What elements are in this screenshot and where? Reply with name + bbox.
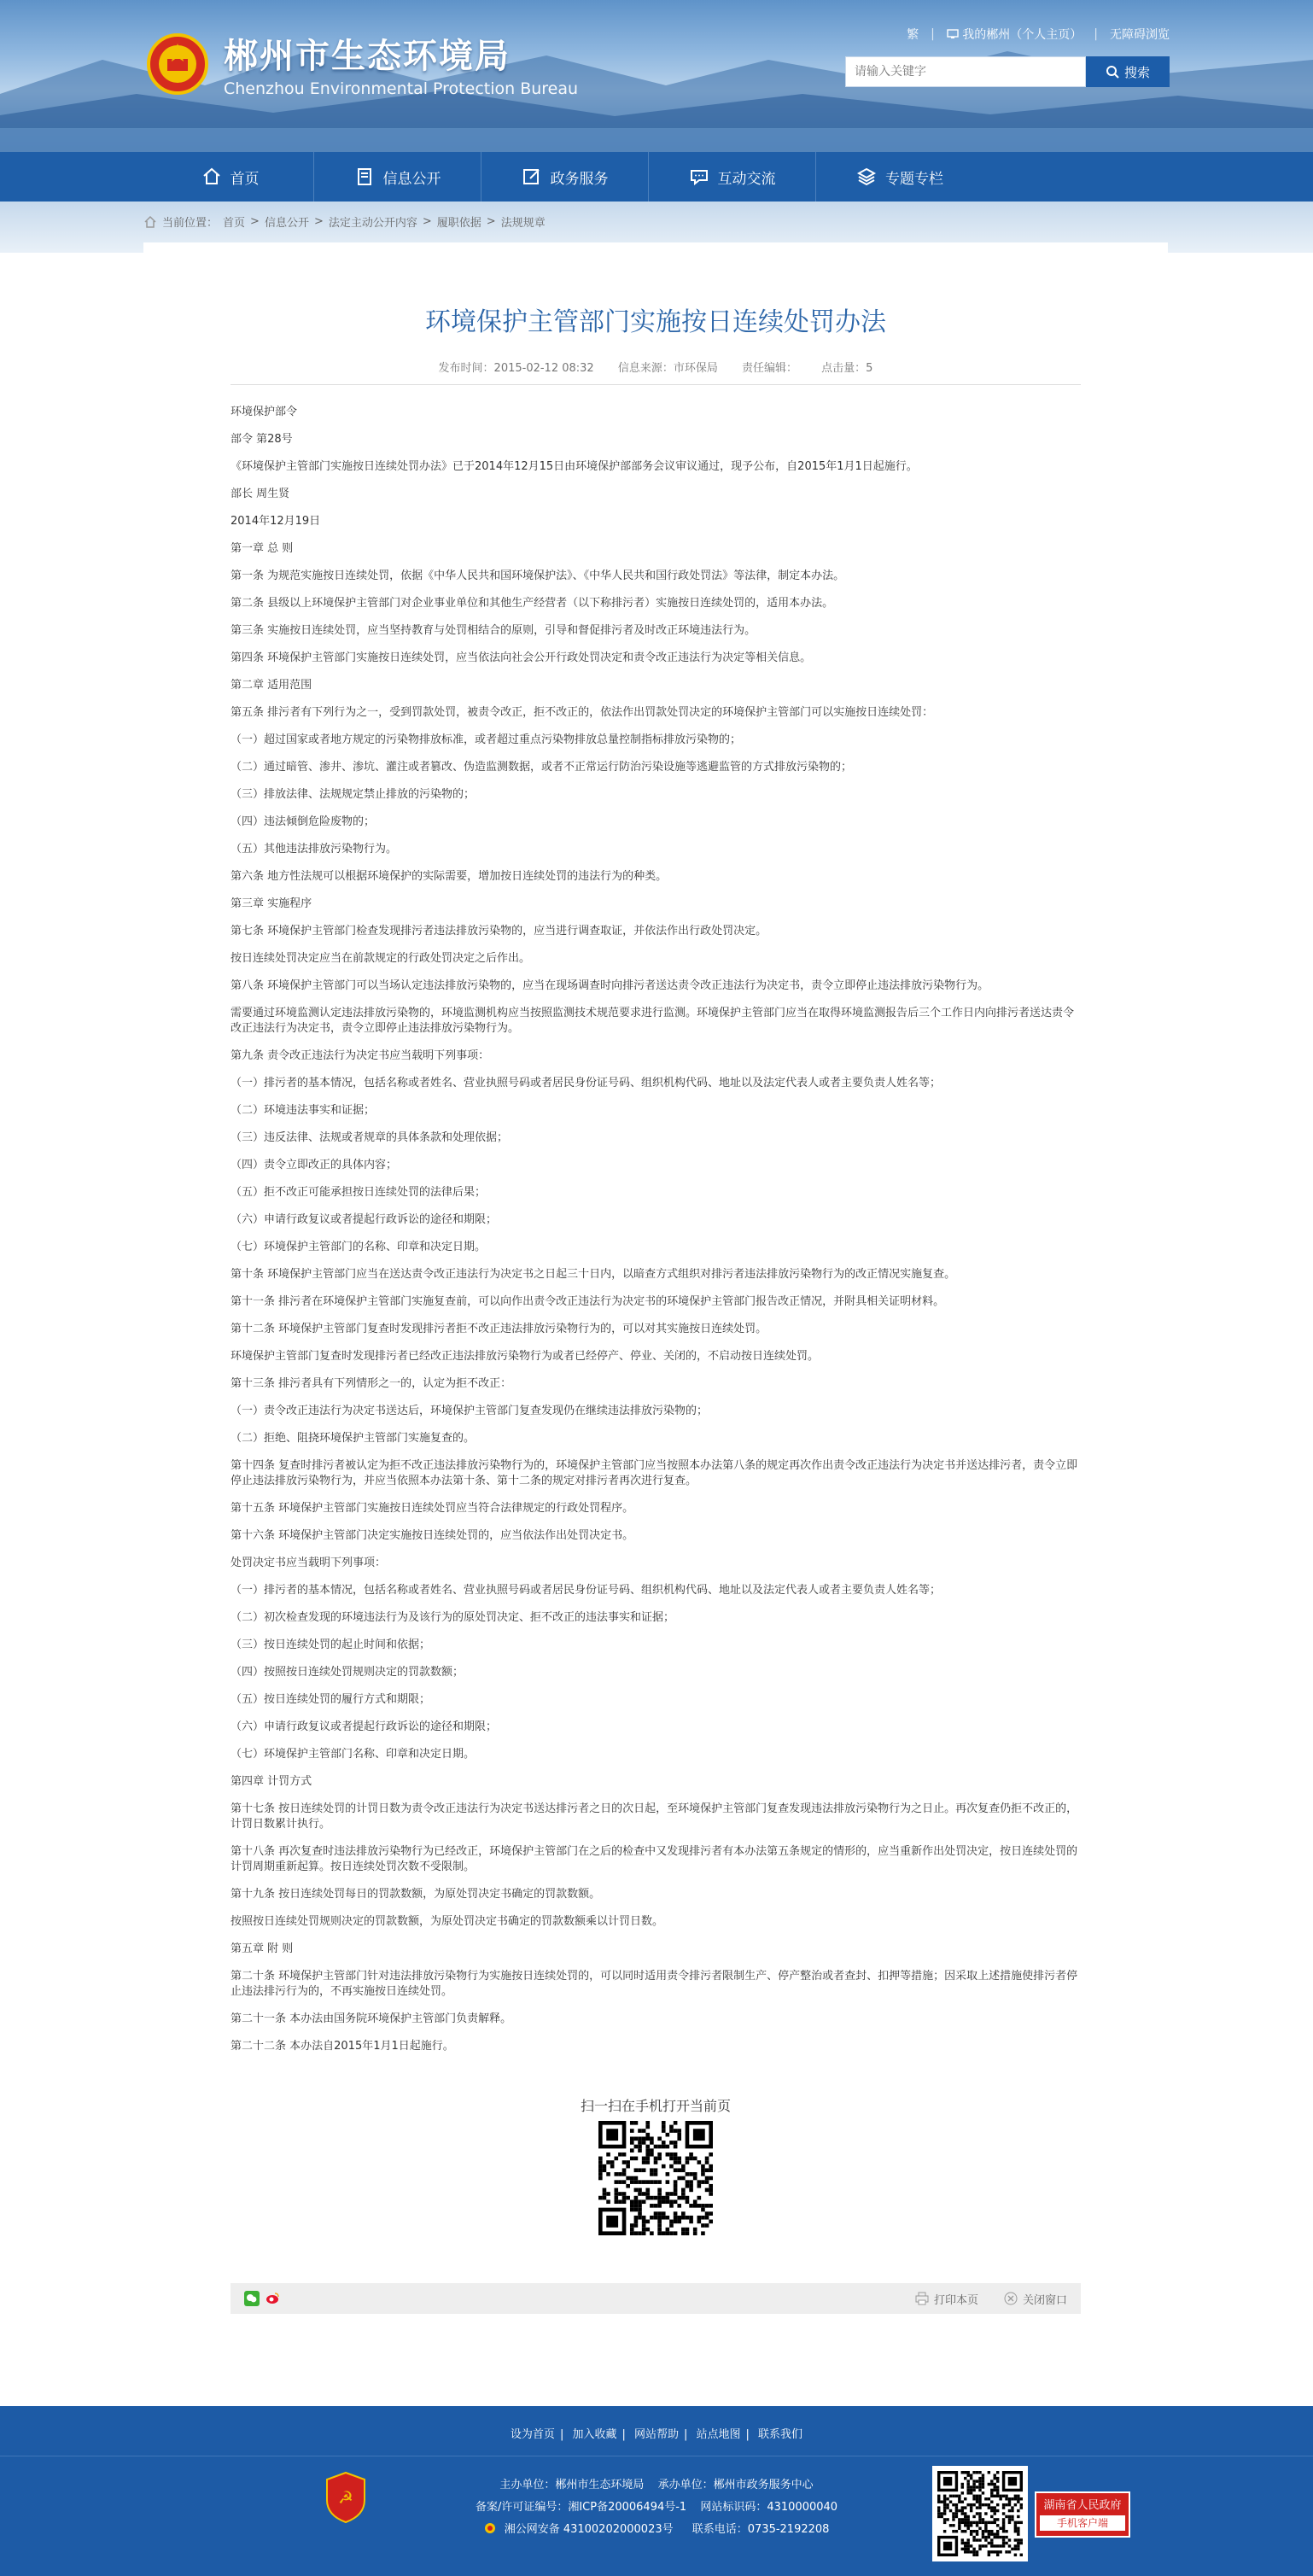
search-input[interactable]: [845, 56, 1086, 87]
site-header: [0, 0, 1313, 152]
breadcrumb-item-statutory[interactable]: 法定主动公开内容: [328, 217, 417, 230]
article-paragraph: 处罚决定书应当载明下列事项：: [231, 1557, 387, 1569]
site-title-cn: 郴州市生态环境局: [224, 36, 511, 76]
footer-police-label: 湘公网安备 43100202000023号: [504, 2523, 674, 2536]
breadcrumb: [143, 213, 546, 230]
article-paragraph: （四）违法倾倒危险废物的；: [231, 815, 376, 828]
gov-app-title: 湖南省人民政府: [1043, 2499, 1122, 2512]
article-paragraph: （四）按照按日连续处罚规则决定的罚款数额；: [231, 1666, 464, 1679]
article-paragraph: 第八条 环境保护主管部门可以当场认定违法排放污染物的，应当在现场调查时向排污者送达责令改正违法行为决定书，责令立即停止违法排放污染物行为。: [231, 979, 989, 992]
nav-item-label: 专题专栏: [885, 170, 943, 188]
nav-item-label: 信息公开: [382, 170, 441, 188]
nav-item-home[interactable]: [147, 152, 314, 202]
qr-label: 扫一扫在手机打开当前页: [580, 2098, 731, 2114]
article-paragraph: 第十条 环境保护主管部门应当在送达责令改正违法行为决定书之日起三十日内，以暗查方式组织对排污者违法排放污染物行为的改正情况实施复查。: [231, 1268, 956, 1281]
article-paragraph: （一）排污者的基本情况，包括名称或者姓名、营业执照号码或者居民身份证号码、组织机构代码、地址以及法定代表人或者主要负责人姓名等；: [231, 1077, 942, 1089]
qr-code: [598, 2121, 713, 2235]
breadcrumb-item-basis[interactable]: 履职依据: [436, 217, 481, 230]
footer-link-help[interactable]: 网站帮助: [633, 2428, 679, 2441]
article-container: [143, 242, 1168, 2360]
article-paragraph: （五）按日连续处罚的履行方式和期限；: [231, 1693, 431, 1706]
breadcrumb-item-home[interactable]: 首页: [223, 217, 246, 230]
article-paragraph: （二）初次检查发现的环境违法行为及该行为的原处罚决定、拒不改正的违法事实和证据；: [231, 1611, 675, 1624]
article-paragraph: 2014年12月19日: [231, 515, 321, 528]
article-paragraph: 第三条 实施按日连续处罚，应当坚持教育与处罚相结合的原则，引导和督促排污者及时改正环境违法行为。: [231, 624, 756, 637]
article-paragraph: （七）环境保护主管部门的名称、印章和决定日期。: [231, 1241, 487, 1253]
article-paragraph: 第九条 责令改正违法行为决定书应当载明下列事项：: [231, 1049, 490, 1062]
article-meta: [143, 359, 1168, 375]
article-paragraph: 第七条 环境保护主管部门检查发现排污者违法排放污染物的，应当进行调查取证，并依法作出行政处罚决定。: [231, 925, 767, 938]
printer-icon: [915, 2292, 929, 2305]
nav-item-info-disclosure[interactable]: [314, 152, 481, 202]
article-paragraph: （一）责令改正违法行为决定书送达后，环境保护主管部门复查发现仍在继续违法排放污染物的；: [231, 1405, 709, 1417]
breadcrumb-sep: >: [422, 215, 432, 228]
nav-item-gov-services[interactable]: [481, 152, 649, 202]
article-paragraph: 第四条 环境保护主管部门实施按日连续处罚，应当依法向社会公开行政处罚决定和责令改正违法行为决定等相关信息。: [231, 651, 812, 664]
site-logo[interactable]: [147, 29, 578, 98]
article-paragraph: 第十八条 再次复查时违法排放污染物行为已经改正，环境保护主管部门在之后的检查中又发现排污者有本办法第五条规定的情形的，应当重新作出处罚决定，按日连续处罚的计罚周期重新起算。按日连续处罚次数不受限制。: [231, 1845, 1078, 1873]
main-nav: [0, 152, 1313, 202]
article-title: 环境保护主管部门实施按日连续处罚办法: [425, 307, 886, 337]
footer-icp[interactable]: 备案/许可证编号：湘ICP备20006494号-1: [475, 2501, 687, 2514]
breadcrumb-sep: >: [313, 215, 324, 228]
article-paragraph: （三）违反法律、法规或者规章的具体条款和处理依据；: [231, 1131, 509, 1144]
article-paragraph: 按照按日连续处罚规则决定的罚款数额，为原处罚决定书确定的罚款数额乘以计罚日数。: [231, 1915, 664, 1928]
article-paragraph: （五）拒不改正可能承担按日连续处罚的法律后果；: [231, 1186, 487, 1199]
search-icon: [1106, 65, 1119, 79]
article-paragraph: （一）排污者的基本情况，包括名称或者姓名、营业执照号码或者居民身份证号码、组织机构代码、地址以及法定代表人或者主要负责人姓名等；: [231, 1584, 942, 1597]
print-button[interactable]: [915, 2291, 978, 2307]
article-paragraph: 环境保护主管部门复查时发现排污者已经改正违法排放污染物行为或者已经停产、停业、关闭的，不启动按日连续处罚。: [231, 1350, 820, 1363]
article-paragraph: 第四章 计罚方式: [231, 1775, 312, 1788]
home-icon: [143, 215, 157, 229]
footer-phone: 联系电话：0735-2192208: [692, 2523, 830, 2536]
article-source: 信息来源：市环保局: [617, 362, 718, 375]
close-window-button[interactable]: [1004, 2291, 1067, 2307]
my-chenzhou-link[interactable]: [947, 26, 1082, 43]
article-paragraph: （二）环境违法事实和证据；: [231, 1104, 376, 1117]
title-divider: [231, 384, 1081, 385]
weibo-share-icon[interactable]: [265, 2291, 280, 2306]
article-paragraph: （六）申请行政复议或者提起行政诉讼的途径和期限；: [231, 1720, 498, 1733]
footer-sponsor: 主办单位：郴州市生态环境局: [499, 2479, 645, 2491]
home-icon: [201, 166, 222, 187]
wechat-share-icon[interactable]: [244, 2291, 260, 2306]
article-paragraph: （七）环境保护主管部门名称、印章和决定日期。: [231, 1748, 476, 1761]
article-paragraph: 第十九条 按日连续处罚每日的罚款数额，为原处罚决定书确定的罚款数额。: [231, 1888, 601, 1901]
layers-icon: [856, 166, 877, 187]
article-body: [231, 405, 1081, 2066]
article-paragraph: 第五章 附 则: [231, 1942, 294, 1955]
article-paragraph: 部令 第28号: [231, 433, 293, 446]
article-paragraph: 《环境保护主管部门实施按日连续处罚办法》已于2014年12月15日由环境保护部部务会议审议通过，现予公布，自2015年1月1日起施行。: [231, 460, 918, 473]
site-footer: [0, 2406, 1313, 2576]
article-paragraph: 第十四条 复查时排污者被认定为拒不改正违法排放污染物行为的，环境保护主管部门应当按照本办法第八条的规定再次作出责令改正违法行为决定书并送达排污者，责令立即停止违法排放污染物行为，并应当依照本办法第十条、第十二条的规定对排污者再次进行复查。: [231, 1459, 1078, 1487]
article-paragraph: 第十二条 环境保护主管部门复查时发现排污者拒不改正违法排放污染物行为的，可以对其实施按日连续处罚。: [231, 1323, 767, 1335]
footer-site-code: 网站标识码：4310000040: [700, 2501, 838, 2514]
article-paragraph: 第二条 县级以上环境保护主管部门对企业事业单位和其他生产经营者（以下称排污者）实施按日连续处罚的，适用本办法。: [231, 597, 834, 610]
article-paragraph: （六）申请行政复议或者提起行政诉讼的途径和期限；: [231, 1213, 498, 1226]
footer-link-sitemap[interactable]: 站点地图: [696, 2428, 741, 2441]
article-toolbar: [231, 2283, 1081, 2314]
accessibility-link[interactable]: 无障碍浏览: [1110, 28, 1170, 42]
breadcrumb-item-info[interactable]: 信息公开: [264, 217, 309, 230]
article-paragraph: 第六条 地方性法规可以根据环境保护的实际需要，增加按日连续处罚的违法行为的种类。: [231, 870, 668, 883]
breadcrumb-prefix: 当前位置：: [162, 217, 219, 230]
police-badge-icon: [484, 2522, 496, 2534]
separator: |: [1094, 27, 1098, 41]
edit-icon: [522, 166, 542, 187]
article-paragraph: 需要通过环境监测认定违法排放污染物的，环境监测机构应当按照监测技术规范要求进行监测。环境保护主管部门应当在取得环境监测报告后三个工作日内向排污者送达责令改正违法行为决定书，责令立即停止违法排放污染物行为。: [231, 1007, 1075, 1035]
article-paragraph: 第二十二条 本办法自2015年1月1日起施行。: [231, 2040, 454, 2053]
article-paragraph: 按日连续处罚决定应当在前款规定的行政处罚决定之后作出。: [231, 952, 531, 965]
article-paragraph: 第十七条 按日连续处罚的计罚日数为责令改正违法行为决定书送达排污者之日的次日起，至环境保护主管部门复查发现违法排放污染物行为之日止。再次复查仍拒不改正的，计罚日数累计执行。: [231, 1802, 1078, 1831]
article-paragraph: 第一章 总 则: [231, 542, 294, 555]
footer-link-contact[interactable]: 联系我们: [758, 2428, 803, 2441]
article-paragraph: 部长 周生贤: [231, 488, 290, 500]
nav-item-label: 政务服务: [550, 170, 609, 188]
article-paragraph: 第三章 实施程序: [231, 897, 312, 910]
article-paragraph: （一）超过国家或者地方规定的污染物排放标准，或者超过重点污染物排放总量控制指标排放污染物的；: [231, 733, 742, 746]
article-paragraph: 第十三条 排污者具有下列情形之一的，认定为拒不改正：: [231, 1377, 512, 1390]
article-paragraph: （三）按日连续处罚的起止时间和依据；: [231, 1638, 431, 1651]
hunan-gov-app-link[interactable]: [1035, 2491, 1130, 2538]
article-paragraph: 第二十条 环境保护主管部门针对违法排放污染物行为实施按日连续处罚的，可以同时适用责令排污者限制生产、停产整治或者查封、扣押等措施；因采取上述措施使排污者停止违法排污行为的，不再实施按日连续处罚。: [231, 1970, 1078, 1998]
chat-icon: [689, 166, 709, 187]
click-count: 点击量：5: [821, 362, 873, 375]
article-paragraph: （四）责令立即改正的具体内容；: [231, 1159, 398, 1171]
article-paragraph: （五）其他违法排放污染物行为。: [231, 843, 398, 856]
article-paragraph: 第十五条 环境保护主管部门实施按日连续处罚应当符合法律规定的行政处罚程序。: [231, 1502, 634, 1515]
site-title-en: Chenzhou Environmental Protection Bureau: [224, 79, 579, 98]
article-paragraph: 第二章 适用范围: [231, 679, 312, 692]
article-paragraph: （三）排放法律、法规规定禁止排放的污染物的；: [231, 788, 476, 801]
article-editor: 责任编辑：: [742, 362, 798, 375]
nav-item-label: 首页: [230, 170, 260, 188]
traditional-chinese-link[interactable]: 繁: [907, 28, 919, 42]
footer-link-set-home[interactable]: 设为首页: [510, 2428, 555, 2441]
nav-item-interaction[interactable]: [649, 152, 816, 202]
article-paragraph: 环境保护部令: [231, 406, 298, 418]
svg-text:☭: ☭: [338, 2487, 353, 2508]
footer-links: 设为首页 | 加入收藏 | 网站帮助 | 站点地图 | 联系我们: [510, 2428, 803, 2441]
article-paragraph: （二）通过暗管、渗井、渗坑、灌注或者篡改、伪造监测数据，或者不正常运行防治污染设施等逃避监管的方式排放污染物的；: [231, 761, 853, 774]
nav-item-special-topics[interactable]: [816, 152, 983, 202]
footer-link-favorite[interactable]: 加入收藏: [572, 2428, 617, 2441]
article-paragraph: 第十一条 排污者在环境保护主管部门实施复查前，可以向作出责令改正违法行为决定书的环境保护主管部门报告改正情况，并附具相关证明材料。: [231, 1295, 945, 1308]
search-button-label: 搜索: [1123, 64, 1150, 80]
article-paragraph: 第五条 排污者有下列行为之一，受到罚款处罚，被责令改正，拒不改正的，依法作出罚款处罚决定的环境保护主管部门可以实施按日连续处罚：: [231, 706, 934, 719]
my-chenzhou-label: 我的郴州（个人主页）: [962, 28, 1082, 42]
breadcrumb-sep: >: [486, 215, 496, 228]
close-label: 关闭窗口: [1022, 2293, 1067, 2307]
separator: |: [931, 27, 935, 41]
nav-item-label: 互动交流: [717, 170, 776, 188]
footer-organizer: 承办单位：郴州市政务服务中心: [657, 2479, 814, 2491]
breadcrumb-sep: >: [250, 215, 260, 228]
top-links: [907, 26, 1170, 43]
article-paragraph: 第一条 为规范实施按日连续处罚，依据《中华人民共和国环境保护法》、《中华人民共和国行政处罚法》等法律，制定本办法。: [231, 570, 845, 582]
national-emblem-icon: [147, 33, 208, 95]
document-icon: [354, 166, 375, 187]
monitor-icon: [947, 29, 959, 39]
article-paragraph: 第十六条 环境保护主管部门决定实施按日连续处罚的，应当依法作出处罚决定书。: [231, 1529, 634, 1542]
publish-time: 发布时间：2015-02-12 08:32: [438, 362, 594, 375]
article-paragraph: （二）拒绝、阻挠环境保护主管部门实施复查的。: [231, 1432, 476, 1445]
search-bar: [845, 56, 1170, 87]
gov-app-sub: 手机客户端: [1040, 2515, 1125, 2531]
close-icon: [1004, 2292, 1018, 2305]
breadcrumb-item-regulations[interactable]: 法规规章: [500, 217, 546, 230]
footer-police-record[interactable]: [484, 2523, 682, 2536]
print-label: 打印本页: [933, 2293, 978, 2307]
search-button[interactable]: [1086, 56, 1170, 87]
footer-qr-code: [932, 2466, 1028, 2561]
article-paragraph: 第二十一条 本办法由国务院环境保护主管部门负责解释。: [231, 2012, 512, 2025]
